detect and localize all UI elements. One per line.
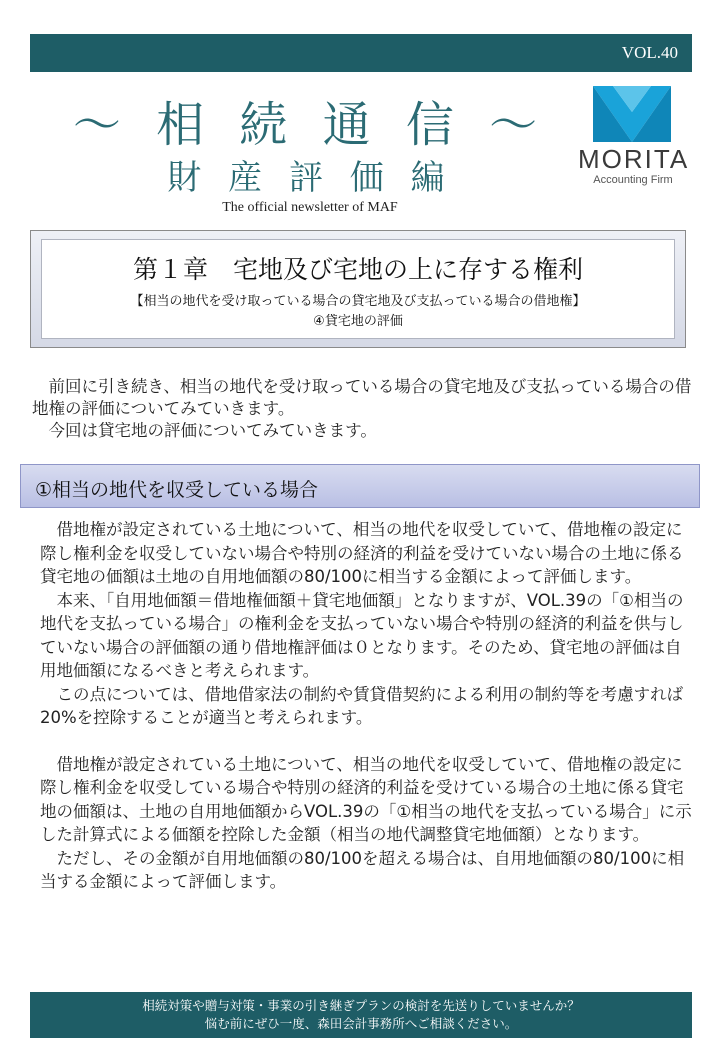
body-paragraph: 本来、「自用地価額＝借地権価額＋貸宅地価額」となりますが、VOL.39の「①相当の地代を支払っている場合」の権利金を支払っていない場合や特別の経済的利益を供与していない場合の評価額の通り借地権評価は０となります。そのため、貸宅地の評価は自用地価額になるべきと考えられます。: [40, 590, 684, 680]
body-text: [40, 518, 698, 894]
chapter-subtitle: 【相当の地代を受け取っている場合の貸宅地及び支払っている場合の借地権】: [130, 294, 586, 309]
chapter-item: ④貸宅地の評価: [313, 314, 403, 329]
newsletter-title: ～ 相 続 通 信 ～: [72, 97, 548, 153]
body-paragraph: 借地権が設定されている土地について、相当の地代を収受していて、借地権の設定に際し権利金を収受していない場合や特別の経済的利益を受けていない場合の土地に係る貸宅地の価額は土地の自用地価額の80/100に相当する金額によって評価します。: [40, 520, 684, 586]
section-title: ①相当の地代を収受している場合: [35, 479, 319, 501]
intro-paragraph: 今回は貸宅地の評価についてみていきます。: [48, 421, 377, 440]
paragraph-gap: [40, 730, 698, 753]
footer-bar: [30, 992, 692, 1038]
logo-name: MORITA: [578, 144, 690, 174]
intro-text: [32, 376, 696, 442]
chapter-inner: [41, 239, 675, 339]
footer-line: 悩む前にぜひ一度、森田会計事務所へご相談ください。: [204, 1016, 518, 1031]
header-bar: [30, 34, 692, 72]
body-paragraph: ただし、その金額が自用地価額の80/100を超える場合は、自用地価額の80/100に相当する金額によって評価します。: [40, 848, 685, 891]
footer-line: 相続対策や贈与対策・事業の引き継ぎプランの検討を先送りしていませんか？: [142, 998, 580, 1013]
chapter-title: 第１章 宅地及び宅地の上に存する権利: [132, 255, 583, 284]
volume-label: VOL.40: [621, 43, 678, 62]
morita-logo-icon: [593, 86, 671, 142]
intro-paragraph: 前回に引き続き、相当の地代を受け取っている場合の貸宅地及び支払っている場合の借地権の評価についてみていきます。: [32, 377, 692, 418]
body-paragraph: 借地権が設定されている土地について、相当の地代を収受していて、借地権の設定に際し権利金を収受している場合や特別の経済的利益を受けている場合の土地に係る貸宅地の価額は、土地の自用地価額からVOL.39の「①相当の地代を支払っている場合」に示した計算式による価額を控除した金額（相当の地代調整貸宅地価額）となります。: [40, 754, 692, 844]
section-header: [20, 464, 700, 508]
chapter-box: [30, 230, 686, 348]
newsletter-subtitle: 財 産 評 価 編: [167, 158, 453, 198]
newsletter-tagline: The official newsletter of MAF: [222, 200, 398, 215]
body-paragraph: この点については、借地借家法の制約や賃貸借契約による利用の制約等を考慮すれば20%を控除することが適当と考えられます。: [40, 684, 684, 727]
logo-subtitle: Accounting Firm: [593, 174, 673, 186]
